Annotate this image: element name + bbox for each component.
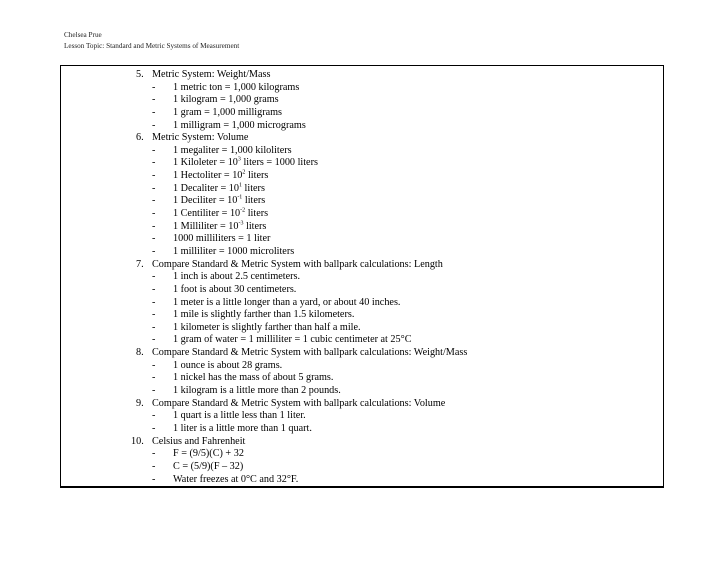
section-heading (61, 398, 663, 411)
list-item (61, 309, 663, 322)
section-heading (61, 259, 663, 272)
section-number: 8. (136, 347, 144, 359)
bullet-dash: - (152, 81, 156, 93)
list-item (61, 246, 663, 259)
list-item (61, 120, 663, 133)
list-item-text: 1 foot is about 30 centimeters. (173, 283, 297, 295)
list-item-text: 1 gram of water = 1 milliliter = 1 cubic centimeter at 25°C (173, 334, 412, 346)
list-item (61, 145, 663, 158)
list-item-text: C = (5/9)(F – 32) (173, 460, 244, 472)
bullet-dash: - (152, 372, 156, 384)
bullet-dash: - (152, 195, 156, 207)
list-item-text: 1000 milliliters = 1 liter (173, 233, 271, 245)
section-title: Metric System: Volume (152, 132, 249, 144)
lesson-topic: Lesson Topic: Standard and Metric Systems of Measurement (64, 42, 240, 50)
exponent: -1 (237, 195, 243, 202)
bullet-dash: - (152, 283, 156, 295)
bullet-dash: - (152, 245, 156, 257)
bullet-dash: - (152, 422, 156, 434)
list-item (61, 170, 663, 183)
list-item (61, 322, 663, 335)
list-item (61, 410, 663, 423)
bullet-dash: - (152, 296, 156, 308)
bullet-dash: - (152, 157, 156, 169)
list-item (61, 183, 663, 196)
section-heading (61, 132, 663, 145)
bullet-dash: - (152, 309, 156, 321)
section-number: 5. (136, 69, 144, 80)
bullet-dash: - (152, 410, 156, 422)
bullet-dash: - (152, 170, 156, 182)
bullet-dash: - (152, 119, 156, 131)
exponent: 1 (239, 182, 242, 189)
bullet-dash: - (152, 473, 156, 485)
list-item (61, 423, 663, 436)
list-item-text: 1 ounce is about 28 grams. (173, 359, 283, 371)
section-heading (61, 436, 663, 449)
section-list (61, 69, 663, 486)
bullet-dash: - (152, 182, 156, 194)
bullet-dash: - (152, 448, 156, 460)
list-item (61, 461, 663, 474)
section-number: 6. (136, 132, 144, 144)
list-item (61, 233, 663, 246)
list-item-text: 1 metric ton = 1,000 kilograms (173, 81, 300, 93)
list-item-text: 1 quart is a little less than 1 liter. (173, 410, 306, 422)
list-item (61, 385, 663, 398)
list-item (61, 284, 663, 297)
list-item-text: 1 nickel has the mass of about 5 grams. (173, 372, 334, 384)
section-title: Metric System: Weight/Mass (152, 69, 271, 80)
bullet-dash: - (152, 271, 156, 283)
section-heading (61, 69, 663, 82)
list-item (61, 360, 663, 373)
list-item-text: 1 mile is slightly farther than 1.5 kilometers. (173, 309, 355, 321)
list-item (61, 297, 663, 310)
bullet-dash: - (152, 460, 156, 472)
list-item-text: 1 Deciliter = $10^{-1}$ liters (173, 195, 266, 207)
exponent: -3 (238, 220, 244, 227)
list-item-text: 1 Kiloleter = $10^3$ liters = 1000 liters (173, 157, 318, 169)
list-item (61, 82, 663, 95)
content-frame (60, 65, 664, 488)
list-item-text: 1 milliliter = 1000 microliters (173, 245, 295, 257)
list-item-text: 1 Centiliter = $10^{-2}$ liters (173, 207, 269, 220)
list-item-text: Water freezes at 0°C and 32°F. (173, 473, 299, 485)
list-item-text: 1 megaliter = 1,000 kiloliters (173, 144, 292, 156)
section-heading (61, 347, 663, 360)
list-item-text: 1 Decaliter = $10^1$ liters (173, 182, 265, 194)
section-title: Compare Standard & Metric System with ballpark calculations: Length (152, 258, 443, 270)
document-header (64, 30, 239, 52)
list-item (61, 221, 663, 234)
bullet-dash: - (152, 385, 156, 397)
bullet-dash: - (152, 220, 156, 232)
list-item-text: 1 kilogram is a little more than 2 pounds. (173, 385, 341, 397)
bullet-dash: - (152, 106, 156, 118)
list-item-text: F = (9/5)(C) + 32 (173, 448, 244, 460)
section-title: Celsius and Fahrenheit (152, 435, 246, 447)
list-item-text: 1 milligram = 1,000 micrograms (173, 119, 306, 131)
list-item-text: 1 Hectoliter = $10^2$ liters (173, 169, 269, 182)
bullet-dash: - (152, 94, 156, 106)
list-item (61, 107, 663, 120)
bullet-dash: - (152, 334, 156, 346)
section-number: 10. (131, 435, 144, 447)
bullet-dash: - (152, 233, 156, 245)
list-item (61, 157, 663, 170)
list-item (61, 94, 663, 107)
exponent: 3 (237, 157, 241, 164)
list-item (61, 334, 663, 347)
list-item-text: 1 Milliliter = $10^{-3}$ liters (173, 220, 267, 232)
bullet-dash: - (152, 208, 156, 220)
list-item-text: 1 meter is a little longer than a yard, or about 40 inches. (173, 296, 401, 308)
list-item-text: 1 gram = 1,000 milligrams (173, 106, 283, 118)
list-item (61, 372, 663, 385)
list-item (61, 271, 663, 284)
list-item-text: 1 kilogram = 1,000 grams (173, 94, 279, 106)
bullet-dash: - (152, 359, 156, 371)
list-item (61, 474, 663, 487)
section-number: 9. (136, 397, 144, 409)
list-item (61, 448, 663, 461)
section-title: Compare Standard & Metric System with ballpark calculations: Weight/Mass (152, 347, 468, 359)
list-item (61, 208, 663, 221)
exponent: -2 (240, 207, 246, 214)
list-item (61, 195, 663, 208)
bullet-dash: - (152, 321, 156, 333)
list-item-text: 1 inch is about 2.5 centimeters. (173, 271, 301, 283)
exponent: 2 (242, 169, 246, 176)
list-item-text: 1 kilometer is slightly farther than half a mile. (173, 321, 361, 333)
section-title: Compare Standard & Metric System with ballpark calculations: Volume (152, 397, 446, 409)
list-item-text: 1 liter is a little more than 1 quart. (173, 422, 312, 434)
bullet-dash: - (152, 144, 156, 156)
author-name: Chelsea Prue (64, 31, 102, 39)
section-number: 7. (136, 258, 144, 270)
